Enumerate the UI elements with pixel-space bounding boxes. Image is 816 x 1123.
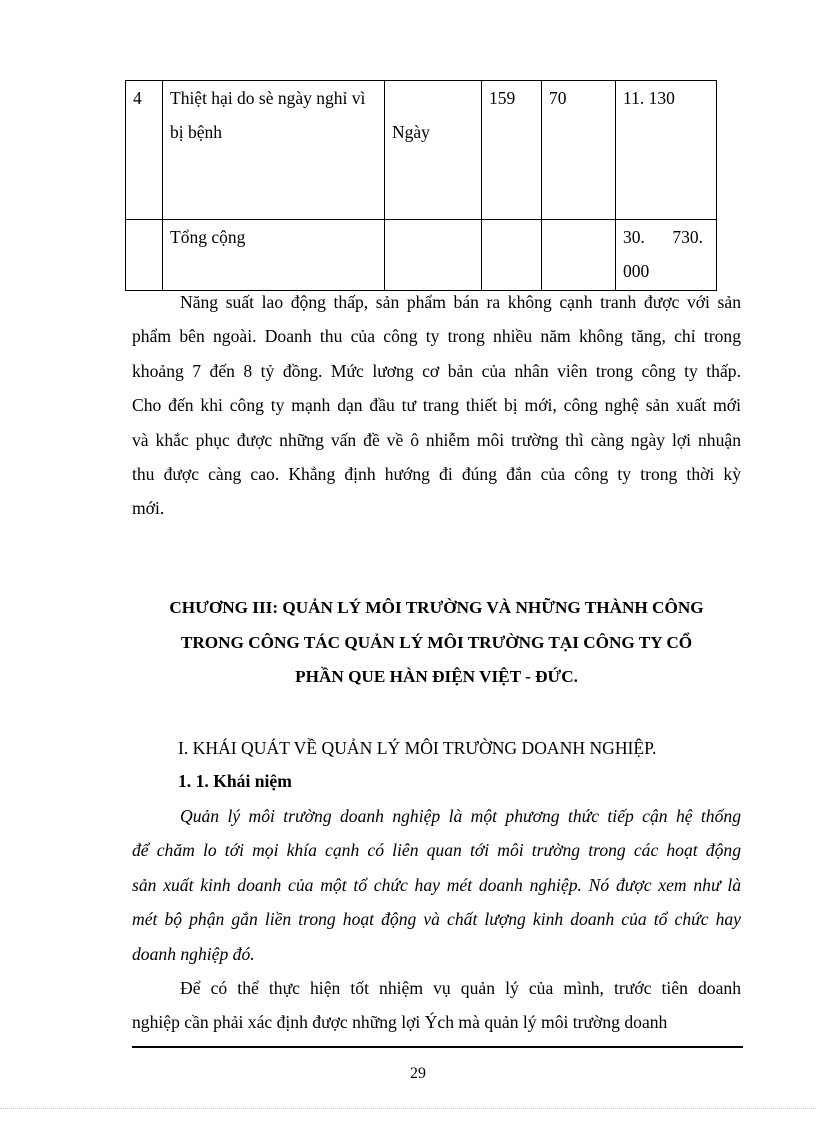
subsection-title: 1. 1. Khái niệm xyxy=(178,771,292,791)
table-cell-stt: 4 xyxy=(126,81,163,220)
paragraph-line: sản xuất kinh doanh của một tổ chức hay mét doanh nghiệp. Nó được xem như là xyxy=(132,874,741,895)
paragraph-line: Để có thể thực hiện tốt nhiệm vụ quản lý của mình, trước tiên doanh xyxy=(180,978,741,998)
footer-rule xyxy=(132,1046,743,1048)
table-cell-name: Tổng cộng xyxy=(163,220,385,291)
paragraph-line: và khắc phục được những vấn đề về ô nhiễm môi trường thì càng ngày lợi nhuận xyxy=(132,429,741,450)
table-cell-col3 xyxy=(482,220,542,291)
chapter-title-line: TRONG CÔNG TÁC QUẢN LÝ MÔI TRƯỜNG TẠI CÔNG TY CỔ xyxy=(180,632,693,652)
page-edge xyxy=(0,1108,816,1109)
table-cell-total xyxy=(616,220,717,291)
table-cell-total: 11. 130 xyxy=(616,81,717,220)
paragraph-line: mét bộ phận gắn liền trong hoạt động và chất lượng kinh doanh của tổ chức hay xyxy=(132,909,741,930)
paragraph-line: Năng suất lao động thấp, sản phẩm bán ra không cạnh tranh được với sản xyxy=(180,292,741,312)
paragraph-definition xyxy=(132,799,741,971)
paragraph-line: mới. xyxy=(132,498,165,519)
data-table xyxy=(125,80,717,291)
total-part-b: 730. xyxy=(672,227,703,247)
paragraph-benefits xyxy=(132,971,741,1040)
table-cell-name: Thiệt hại do sè ngày nghỉ vì bị bệnh xyxy=(163,81,385,220)
chapter-title-line: CHƯƠNG III: QUẢN LÝ MÔI TRƯỜNG VÀ NHỮNG THÀNH CÔNG xyxy=(169,598,704,617)
paragraph-line: để chăm lo tới mọi khía cạnh có liên quan tới môi trường trong các hoạt động xyxy=(132,840,741,861)
total-part-c: 000 xyxy=(623,261,650,281)
chapter-title-line: PHẦN QUE HÀN ĐIỆN VIỆT - ĐỨC. xyxy=(295,667,578,686)
paragraph-line: doanh nghiệp đó. xyxy=(132,943,255,964)
table-cell-stt xyxy=(126,220,163,291)
paragraph-line: Cho đến khi công ty mạnh dạn đầu tư trang thiết bị mới, công nghệ sản xuất mới xyxy=(132,395,741,416)
paragraph-productivity xyxy=(132,285,741,526)
table-cell-unit xyxy=(385,220,482,291)
total-part-a: 30. xyxy=(623,227,645,247)
table-row xyxy=(126,220,717,291)
paragraph-line: khoảng 7 đến 8 tỷ đồng. Mức lương cơ bản của nhân viên trong công ty thấp. xyxy=(132,360,741,381)
table-cell-col4 xyxy=(542,220,616,291)
total-first-line xyxy=(623,220,703,254)
table-row xyxy=(126,81,717,220)
table-cell-col3: 159 xyxy=(482,81,542,220)
section-title: I. KHÁI QUÁT VỀ QUẢN LÝ MÔI TRƯỜNG DOANH NGHIỆP. xyxy=(178,738,657,758)
page-number: 29 xyxy=(410,1065,426,1082)
paragraph-line: nghiệp cần phải xác định được những lợi Ých mà quản lý môi trường doanh xyxy=(132,1012,668,1033)
paragraph-line: Quản lý môi trường doanh nghiệp là một phương thức tiếp cận hệ thống xyxy=(180,806,741,826)
chapter-title xyxy=(132,591,741,695)
paragraph-line: thu được càng cao. Khẳng định hướng đi đúng đắn của công ty trong thời kỳ xyxy=(132,464,741,485)
table-cell-unit: Ngày xyxy=(385,81,482,220)
paragraph-line: phẩm bên ngoài. Doanh thu của công ty trong nhiều năm không tăng, chỉ trong xyxy=(132,326,741,347)
table-cell-col4: 70 xyxy=(542,81,616,220)
